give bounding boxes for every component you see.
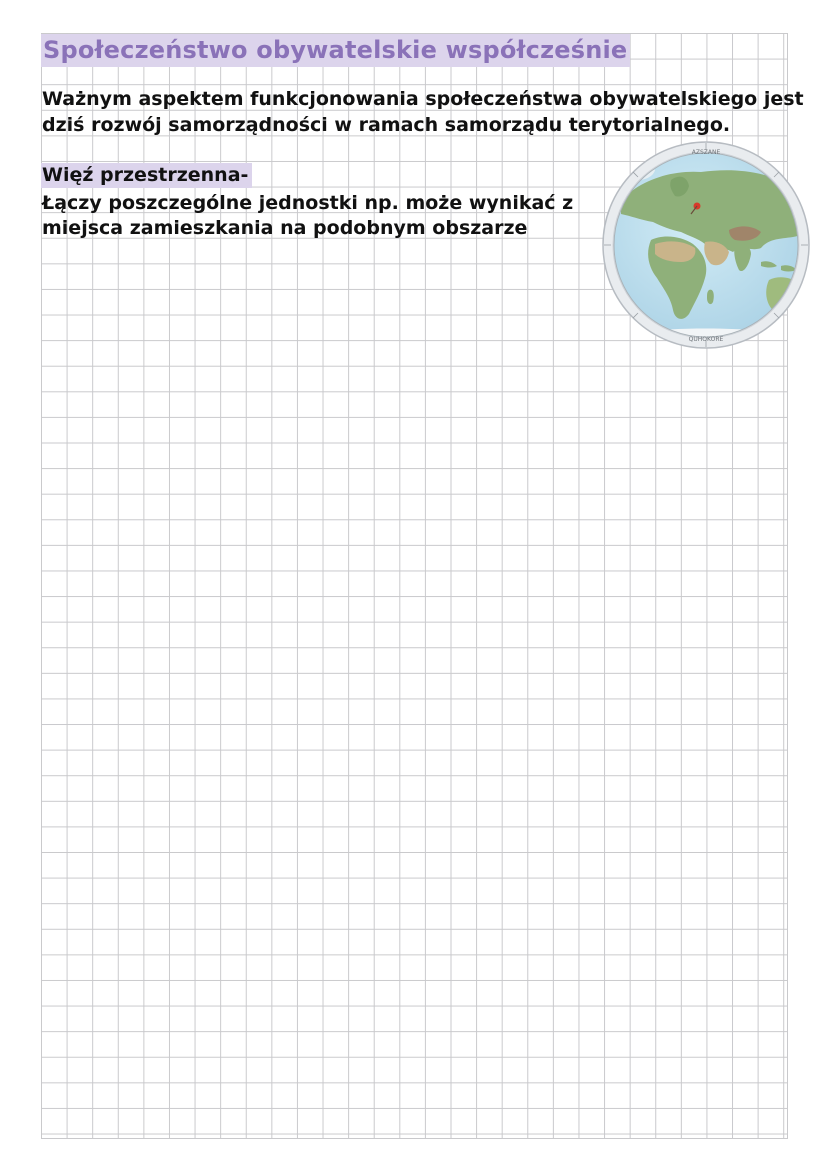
- definition-line-1: Łączy poszczególne jednostki np. może wynikać z: [42, 192, 574, 214]
- intro-text-line-2: dziś rozwój samorządności w ramach samorządu terytorialnego.: [42, 114, 731, 136]
- intro-text-line-1: Ważnym aspektem funkcjonowania społeczeństwa obywatelskiego jest: [42, 88, 804, 110]
- madagascar-island: [707, 290, 714, 304]
- definition-line-2: miejsca zamieszkania na podobnym obszarze: [42, 217, 528, 239]
- page-title: Społeczeństwo obywatelskie współcześnie: [41, 34, 630, 67]
- globe-bottom-label: QUHOKORE: [688, 336, 724, 343]
- world-globe-illustration: [601, 140, 811, 350]
- section-heading: Więź przestrzenna-: [41, 163, 252, 188]
- globe-top-label: AZSZANE: [691, 149, 721, 156]
